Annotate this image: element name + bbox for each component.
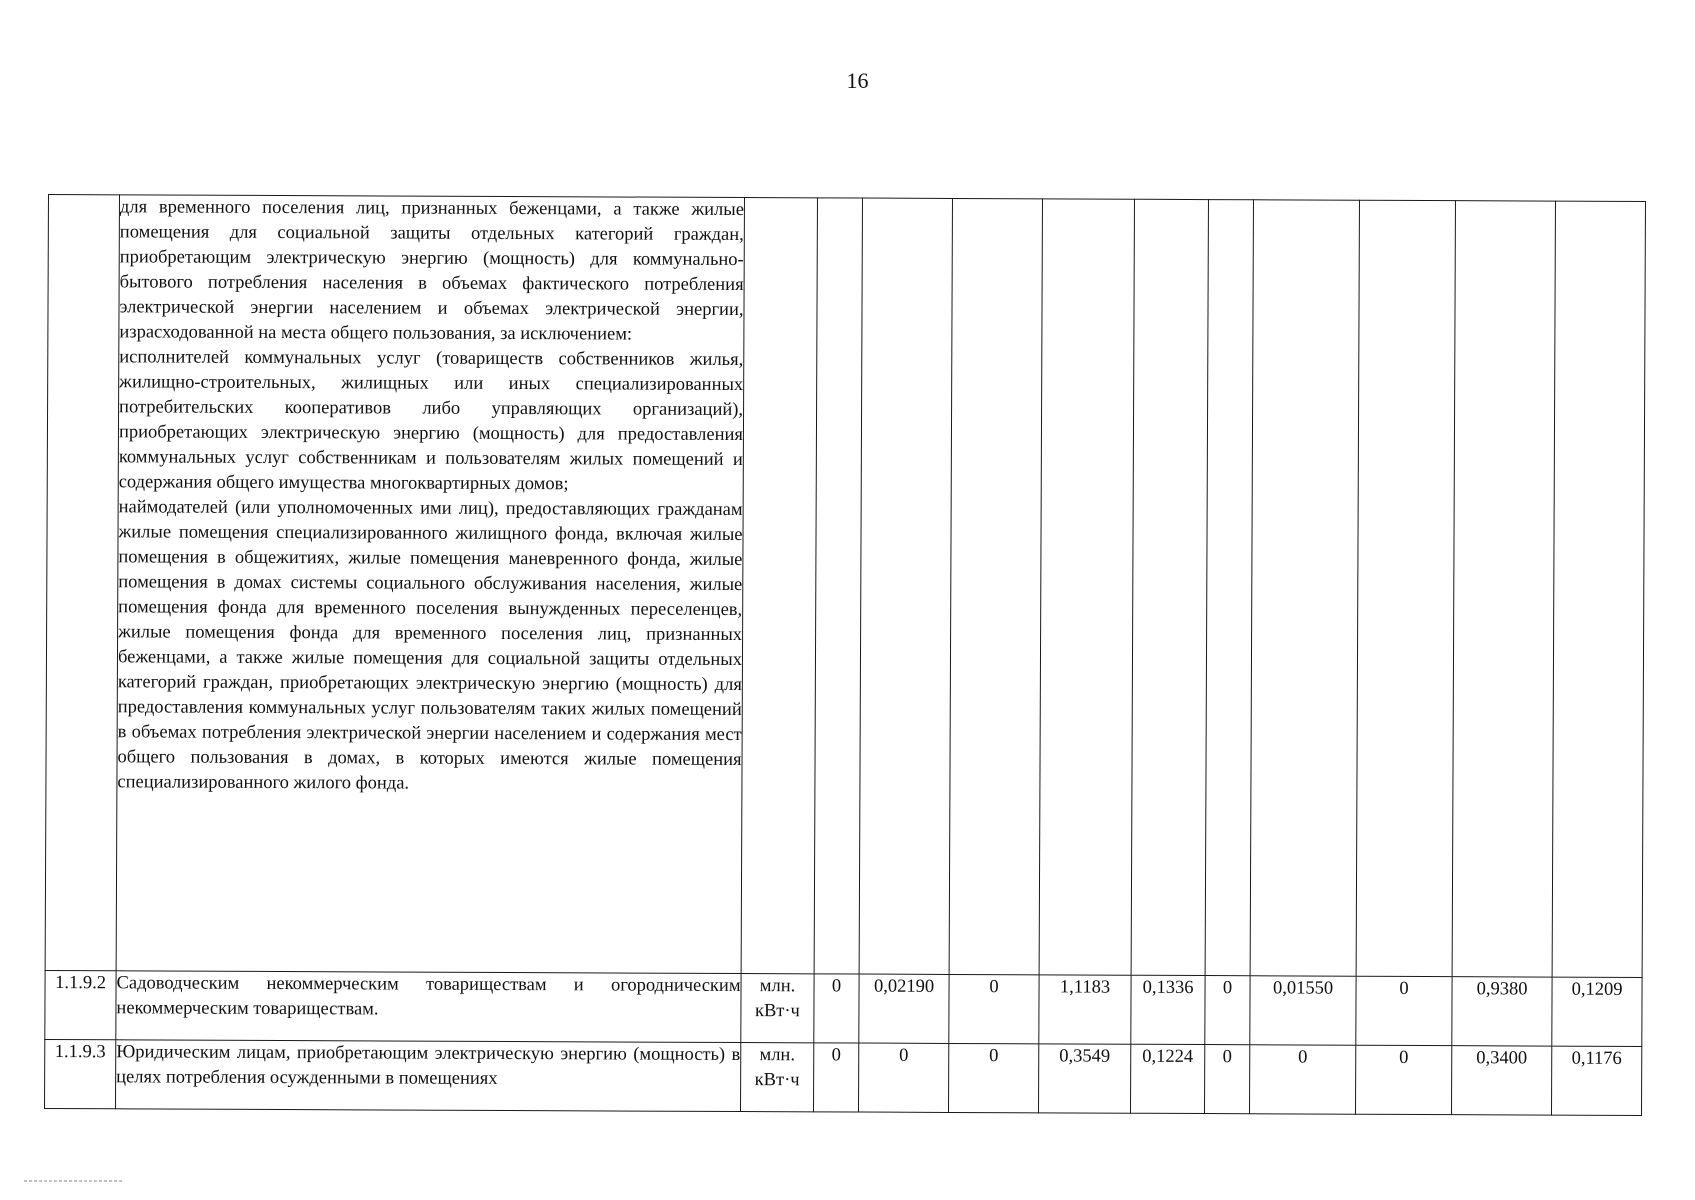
unit-cell: млн. кВт·ч: [741, 1043, 814, 1112]
row-description-cell: Юридическим лицам, приобретающим электрическую энергию (мощность) в целях потребления осужденными в помещениях: [116, 1040, 741, 1112]
description-paragraph: исполнителей коммунальных услуг (товариществ собственников жилья, жилищно-строительных, жилищных или иных специализированных потребительских кооперативов либо управляющих организаций), приобретающих электрическую энергию (мощность) для предоставления коммунальных услуг собственникам и пользователям жилых помещений и содержания общего имущества многоквартирных домов;: [118, 347, 744, 495]
value-cell: 0: [814, 974, 859, 1043]
table-row: [45, 1039, 1642, 1115]
value-cell: 0: [1204, 1045, 1249, 1114]
value-cell: 0: [1249, 1045, 1355, 1114]
value-cell: 0,02190: [859, 974, 949, 1043]
row-number-cell: 1.1.9.3: [45, 1039, 116, 1108]
value-cell: 0,01550: [1250, 976, 1356, 1045]
value-cell: 0: [949, 974, 1039, 1043]
value-cell: 1,1183: [1039, 975, 1131, 1044]
table-row-continuation: [45, 195, 1645, 978]
row-description-cell: [116, 195, 744, 974]
value-cell: 0: [1355, 1045, 1451, 1114]
value-cell: 0,9380: [1452, 977, 1552, 1046]
value-cell: [1356, 200, 1455, 976]
value-cell: 0: [1205, 976, 1250, 1045]
description-paragraph: для временного поселения лиц, признанных беженцами, а также жилые помещения для социальной защиты отдельных категорий граждан, приобретающим электрическую энергию (мощность) для коммунально-бытового потребления населения в объемах фактического потребления электрической энергии населением и объемах электрической энергии, израсходованной на места общего пользования, за исключением:: [119, 197, 744, 345]
value-cell: [1250, 200, 1359, 976]
unit-cell: млн. кВт·ч: [741, 974, 814, 1043]
value-cell: 0: [1356, 976, 1452, 1045]
scan-artifact: [24, 1180, 124, 1182]
value-cell: [949, 198, 1042, 974]
tariff-table: [44, 194, 1646, 1116]
table-row: [45, 970, 1642, 1046]
value-cell: 0,3549: [1039, 1044, 1131, 1113]
row-description-cell: Садоводческим некоммерческим товариществам и огородническим некоммерческим товариществам.: [116, 971, 741, 1043]
row-number-cell: 1.1.9.2: [45, 970, 116, 1039]
value-cell: 0,3400: [1451, 1046, 1551, 1115]
value-cell: 0: [949, 1043, 1039, 1112]
page-number: 16: [846, 68, 869, 93]
value-cell: 0,1224: [1130, 1044, 1204, 1113]
value-cell: 0: [859, 1043, 949, 1112]
value-cell: 0,1336: [1131, 975, 1205, 1044]
value-cell: [814, 198, 862, 974]
unit-cell: [741, 198, 817, 974]
value-cell: [1552, 201, 1645, 977]
row-number-cell: [45, 195, 119, 971]
value-cell: 0,1209: [1552, 977, 1642, 1046]
description-paragraph: наймодателей (или уполномоченных ими лиц), предоставляющих гражданам жилые помещения специализированного жилищного фонда, включая жилые помещения в общежитиях, жилые помещения маневренного фонда, жилые помещения в домах системы социального обслуживания населения, жилые помещения фонда для временного поселения вынужденных переселенцев, жилые помещения фонда для временного поселения лиц, признанных беженцами, а также жилые помещения для социальной защиты отдельных категорий граждан, приобретающих электрическую энергию (мощность) для предоставления коммунальных услуг пользователям таких жилых помещений в объемах потребления электрической энергии населением и содержания мест общего пользования в домах, в которых имеются жилые помещения специализированного жилого фонда.: [117, 497, 743, 794]
value-cell: [1205, 200, 1253, 976]
value-cell: 0,1176: [1551, 1046, 1641, 1115]
value-cell: [1039, 199, 1134, 975]
value-cell: [1131, 199, 1208, 975]
value-cell: [1452, 201, 1555, 977]
value-cell: 0: [814, 1043, 859, 1112]
value-cell: [859, 198, 952, 974]
